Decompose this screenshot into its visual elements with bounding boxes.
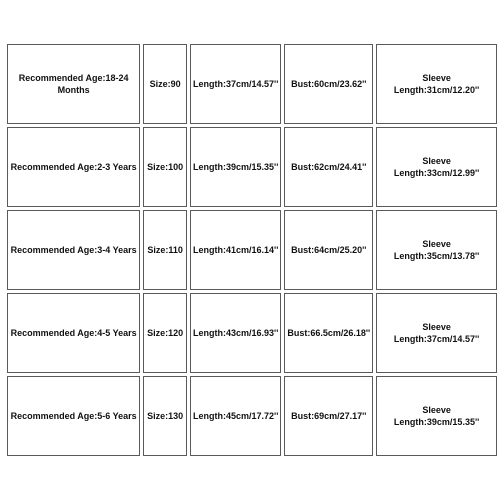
table-row	[7, 293, 497, 373]
size-cell: Size:100	[143, 127, 187, 207]
length-cell: Length:37cm/14.57''	[190, 44, 281, 124]
age-cell: Recommended Age:4-5 Years	[7, 293, 140, 373]
age-cell: Recommended Age:3-4 Years	[7, 210, 140, 290]
bust-cell: Bust:69cm/27.17''	[284, 376, 373, 456]
bust-cell: Bust:64cm/25.20''	[284, 210, 373, 290]
length-cell: Length:39cm/15.35''	[190, 127, 281, 207]
table-row	[7, 44, 497, 124]
length-cell: Length:41cm/16.14''	[190, 210, 281, 290]
bust-cell: Bust:62cm/24.41''	[284, 127, 373, 207]
sleeve-length-cell: Sleeve Length:33cm/12.99''	[376, 127, 497, 207]
table-row	[7, 376, 497, 456]
sleeve-length-cell: Sleeve Length:37cm/14.57''	[376, 293, 497, 373]
size-cell: Size:120	[143, 293, 187, 373]
age-cell: Recommended Age:18-24 Months	[7, 44, 140, 124]
size-chart-table	[4, 41, 500, 459]
sleeve-length-cell: Sleeve Length:31cm/12.20''	[376, 44, 497, 124]
sleeve-length-cell: Sleeve Length:35cm/13.78''	[376, 210, 497, 290]
size-cell: Size:90	[143, 44, 187, 124]
length-cell: Length:43cm/16.93''	[190, 293, 281, 373]
size-cell: Size:130	[143, 376, 187, 456]
table-row	[7, 210, 497, 290]
size-cell: Size:110	[143, 210, 187, 290]
length-cell: Length:45cm/17.72''	[190, 376, 281, 456]
bust-cell: Bust:66.5cm/26.18''	[284, 293, 373, 373]
age-cell: Recommended Age:2-3 Years	[7, 127, 140, 207]
table-row	[7, 127, 497, 207]
bust-cell: Bust:60cm/23.62''	[284, 44, 373, 124]
age-cell: Recommended Age:5-6 Years	[7, 376, 140, 456]
sleeve-length-cell: Sleeve Length:39cm/15.35''	[376, 376, 497, 456]
